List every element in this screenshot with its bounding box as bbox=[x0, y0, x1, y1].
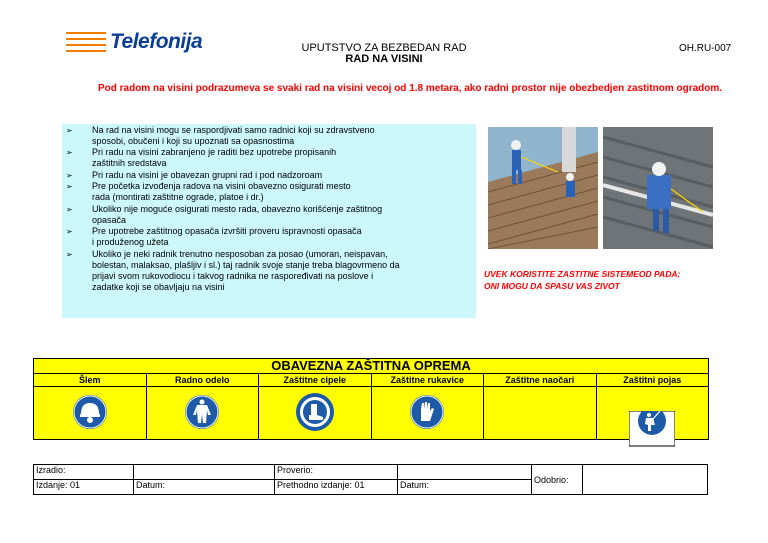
bullet-arrow-icon: ➢ bbox=[66, 182, 73, 191]
equipment-column-header: Zaštitni pojas bbox=[623, 375, 682, 385]
instruction-item bbox=[62, 125, 476, 147]
odobrio-value bbox=[583, 465, 708, 495]
overalls-icon bbox=[185, 395, 219, 429]
equipment-column-header: Zaštitne cipele bbox=[259, 374, 372, 386]
safety-warning bbox=[484, 268, 724, 292]
bullet-arrow-icon: ➢ bbox=[66, 125, 73, 135]
prethodno-izdanje-label: Prethodno izdanje: 01 bbox=[275, 480, 398, 495]
datum-label-2: Datum: bbox=[398, 480, 532, 495]
instruction-line: Ukoliko nije moguće osigurati mesto rada, obavezno korišćenje zaštitnog bbox=[92, 203, 383, 214]
instruction-item bbox=[62, 249, 476, 293]
odobrio-label: Odobrio: bbox=[532, 465, 583, 495]
equipment-cell bbox=[147, 387, 260, 439]
instruction-line: i produženog užeta bbox=[92, 237, 169, 247]
equipment-cell bbox=[34, 387, 147, 439]
instruction-line: Pre upotrebe zaštitnog opasača izvršiti proveru ispravnosti opasača bbox=[92, 226, 362, 236]
instruction-line: Pre početka izvođenja radova na visini obavezno osigurati mesto bbox=[92, 181, 351, 191]
equipment-table bbox=[33, 358, 709, 440]
safety-boots-icon bbox=[298, 395, 332, 429]
equipment-cell-empty bbox=[484, 387, 597, 439]
instruction-line: zaštitnih sredstava bbox=[92, 158, 167, 168]
warning-line-1: UVEK KORISTITE ZASTITNE SISTEMEOD PADA: bbox=[484, 269, 681, 279]
instruction-line: prijavi svom rukovodiocu i takvog radnika ne raspoređivati na poslove i bbox=[92, 270, 374, 281]
equipment-header-row bbox=[34, 374, 708, 387]
equipment-cell bbox=[372, 387, 485, 439]
instruction-line: sposobi, obučeni i koji su upoznati sa opasnostima bbox=[92, 135, 295, 146]
izradio-label: Izradio: bbox=[34, 465, 134, 480]
equipment-title: OBAVEZNA ZAŠTITNA OPREMA bbox=[34, 359, 708, 374]
instruction-line: opasača bbox=[92, 214, 127, 225]
logo-text: Telefonija bbox=[110, 30, 203, 53]
instruction-line: Na rad na visini mogu se raspordjivati samo radnici koji su zdravstveno bbox=[92, 124, 375, 135]
izdanje-label: Izdanje: 01 bbox=[34, 480, 134, 495]
equipment-column-header: Zaštitne rukavice bbox=[372, 374, 485, 386]
bullet-arrow-icon: ➢ bbox=[66, 148, 73, 157]
definition-notice: Pod radom na visini podrazumeva se svaki rad na visini vecoj od 1.8 metara, ako radni prostor nije obezbedjen zastitnom ogradom. bbox=[97, 83, 723, 94]
helmet-icon bbox=[73, 395, 107, 429]
instruction-item bbox=[62, 147, 476, 169]
instruction-item bbox=[62, 226, 476, 248]
instruction-line: zadatke koji se obavljaju na visini bbox=[92, 281, 225, 292]
instruction-line: bolestan, malaksao, plašljiv i sl.) taj radnik svoje stanje treba blagovrmeno da bbox=[92, 259, 400, 270]
instruction-item bbox=[62, 170, 476, 181]
instructions-box bbox=[62, 124, 476, 318]
instruction-line: Pri radu na visini zabranjeno je raditi bez upotrebe propisanih bbox=[92, 147, 337, 157]
bullet-arrow-icon: ➢ bbox=[66, 204, 73, 214]
bullet-arrow-icon: ➢ bbox=[66, 249, 73, 259]
document-subtitle: RAD NA VISINI bbox=[345, 53, 423, 65]
instruction-line: Ukoliko je neki radnik trenutno nesposoban za posao (umoran, neispavan, bbox=[92, 248, 388, 259]
proverio-value bbox=[398, 465, 532, 480]
warning-line-2: ONI MOGU DA SPASU VAS ZIVOT bbox=[484, 281, 620, 291]
instruction-item bbox=[62, 204, 476, 226]
bullet-arrow-icon: ➢ bbox=[66, 170, 73, 180]
instruction-line: Pri radu na visini je obavezan grupni rad i pod nadzoroam bbox=[92, 169, 323, 180]
roof-worker-photo bbox=[488, 127, 598, 249]
harness-icon bbox=[629, 411, 675, 439]
harness-worker-photo bbox=[603, 127, 713, 249]
document-title: UPUTSTVO ZA BEZBEDAN RAD bbox=[301, 42, 467, 54]
document-code: OH.RU-007 bbox=[679, 43, 732, 54]
bullet-arrow-icon: ➢ bbox=[66, 227, 73, 236]
instruction-item bbox=[62, 181, 476, 203]
proverio-label: Proverio: bbox=[275, 465, 398, 480]
equipment-cell bbox=[597, 387, 709, 439]
instructions-list bbox=[62, 125, 476, 293]
datum-label-1: Datum: bbox=[134, 480, 275, 495]
signature-table bbox=[33, 464, 708, 495]
equipment-column-header: Radno odelo bbox=[147, 374, 260, 386]
equipment-column-header: Zaštitne naočari bbox=[484, 374, 597, 386]
equipment-cell bbox=[259, 387, 372, 439]
gloves-icon bbox=[410, 395, 444, 429]
equipment-column-header: Šlem bbox=[34, 374, 147, 386]
instruction-line: rada (montirati zaštitne ograde, platoe i dr.) bbox=[92, 192, 264, 202]
izradio-value bbox=[134, 465, 275, 480]
equipment-icon-row bbox=[34, 387, 708, 439]
